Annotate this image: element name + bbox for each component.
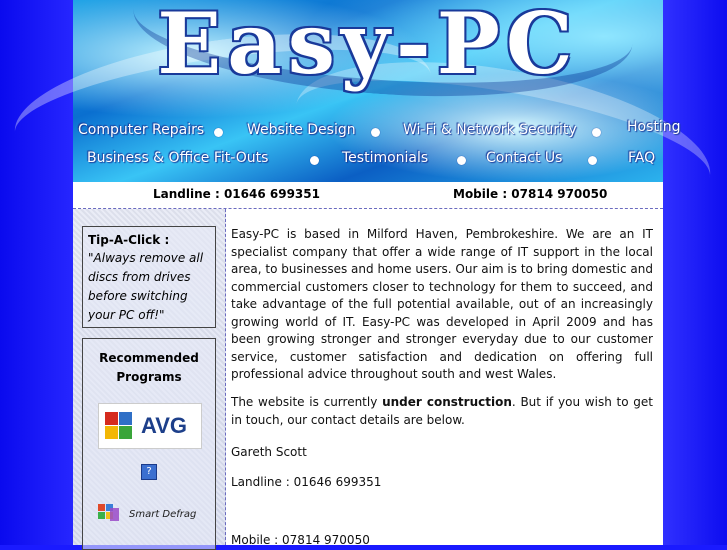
nav-contact-us[interactable]: Contact Us	[486, 150, 563, 166]
main-content	[231, 209, 653, 545]
nav-wifi-network-security[interactable]: Wi-Fi & Network Security	[403, 122, 577, 138]
tip-text: "Always remove all discs from drives before switching your PC off!"	[88, 251, 204, 322]
avg-logo-square	[105, 426, 118, 439]
nav-faq[interactable]: FAQ	[628, 150, 656, 166]
under-construction-text: under construction	[382, 395, 512, 409]
header-banner	[73, 0, 681, 182]
tip-title: Tip-A-Click :	[88, 233, 170, 247]
nav-website-design[interactable]: Website Design	[247, 122, 356, 138]
smart-defrag-link[interactable]: Smart Defrag	[129, 509, 197, 520]
tip-box	[82, 226, 216, 328]
construction-text-end: . But if you wish to get in touch, our contact details are below.	[231, 395, 654, 427]
nav-separator-dot	[457, 156, 466, 165]
nav-business-office-fitouts[interactable]: Business & Office Fit-Outs	[87, 150, 269, 166]
avg-logo-square	[105, 412, 118, 425]
nav-row-1	[73, 119, 681, 146]
right-background	[663, 0, 727, 545]
contact-landline: Landline : 01646 699351	[231, 475, 382, 489]
nav-separator-dot	[214, 128, 223, 137]
site-logo[interactable]: Easy-PC	[157, 0, 579, 93]
contact-name: Gareth Scott	[231, 445, 307, 459]
nav-separator-dot	[310, 156, 319, 165]
landline-number: Landline : 01646 699351	[153, 187, 320, 201]
page-container	[73, 0, 681, 547]
nav-hosting[interactable]: Hosting	[627, 119, 681, 135]
contact-bar	[73, 182, 663, 209]
nav-row-2	[73, 150, 663, 174]
recommended-programs-title: Recommended Programs	[99, 351, 199, 384]
smart-defrag-icon[interactable]	[97, 502, 121, 524]
intro-paragraph: Easy-PC is based in Milford Haven, Pembrokeshire. We are an IT specialist company that offer a wide range of IT support in the local area, to businesses and home users. Our aim is to bring domestic and commercial customers closer to technology for them to succeed, and take advantage of the full potential available, out of an increasingly growing world of IT. Easy-PC was developed in April 2009 and has been growing stronger and stronger everyday due to our customer service, customer satisfaction and dedication on offering full professional advice throughout south and west Wales.	[231, 227, 653, 381]
construction-text: The website is currently	[231, 395, 383, 409]
construction-paragraph	[231, 394, 653, 429]
avg-logo-square	[119, 412, 132, 425]
sidebar	[73, 209, 226, 545]
avg-logo-text: AVG	[141, 413, 188, 438]
nav-separator-dot	[371, 128, 380, 137]
contact-mobile: Mobile : 07814 970050	[231, 533, 370, 547]
mobile-number: Mobile : 07814 970050	[453, 187, 608, 201]
help-icon[interactable]: ?	[141, 464, 157, 480]
nav-testimonials[interactable]: Testimonials	[342, 150, 429, 166]
nav-separator-dot	[592, 128, 601, 137]
avg-logo-link[interactable]	[98, 403, 202, 449]
nav-separator-dot	[588, 156, 597, 165]
left-background	[0, 0, 73, 545]
nav-computer-repairs[interactable]: Computer Repairs	[78, 122, 205, 138]
recommended-programs-box	[82, 338, 216, 550]
avg-logo-square	[119, 426, 132, 439]
